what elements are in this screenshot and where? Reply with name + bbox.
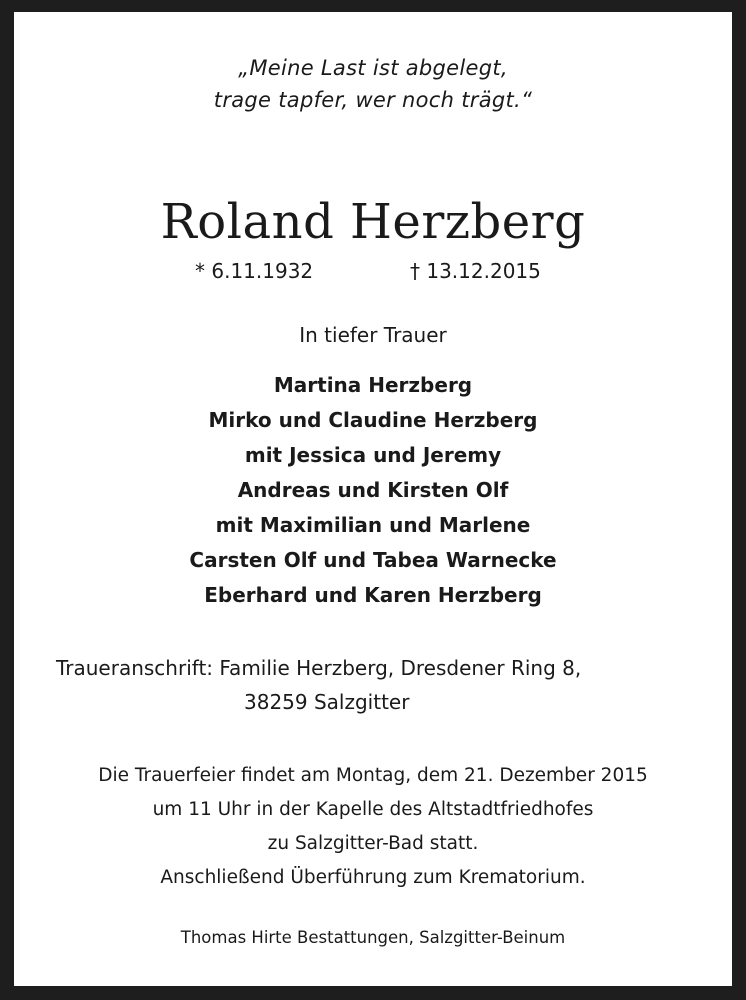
family-member: Mirko und Claudine Herzberg <box>208 408 538 432</box>
ceremony-line-2: um 11 Uhr in der Kapelle des Altstadtfriedhofes <box>152 799 594 820</box>
death-date: † 13.12.2015 <box>410 259 541 283</box>
quote-line-1: „Meine Last ist abgelegt, <box>238 56 508 80</box>
obituary-notice <box>14 12 732 986</box>
family-member: Martina Herzberg <box>273 373 473 397</box>
birth-date: * 6.11.1932 <box>195 259 314 283</box>
ceremony-line-4: Anschließend Überführung zum Krematorium. <box>160 867 586 888</box>
mourning-intro: In tiefer Trauer <box>299 323 447 347</box>
family-member: mit Maximilian und Marlene <box>215 513 531 537</box>
family-member: mit Jessica und Jeremy <box>244 443 502 467</box>
family-member: Eberhard und Karen Herzberg <box>204 583 542 607</box>
family-member: Andreas und Kirsten Olf <box>237 478 509 502</box>
family-member: Carsten Olf und Tabea Warnecke <box>189 548 557 572</box>
mourning-address-line-1: Traueranschrift: Familie Herzberg, Dresdener Ring 8, <box>56 656 582 680</box>
mourning-address-line-2: 38259 Salzgitter <box>244 690 410 714</box>
funeral-home-credit: Thomas Hirte Bestattungen, Salzgitter-Beinum <box>180 928 566 947</box>
ceremony-line-3: zu Salzgitter-Bad statt. <box>267 833 479 854</box>
ceremony-line-1: Die Trauerfeier findet am Montag, dem 21. Dezember 2015 <box>98 765 648 786</box>
deceased-name: Roland Herzberg <box>160 194 586 250</box>
quote-line-2: trage tapfer, wer noch trägt.“ <box>213 88 533 112</box>
